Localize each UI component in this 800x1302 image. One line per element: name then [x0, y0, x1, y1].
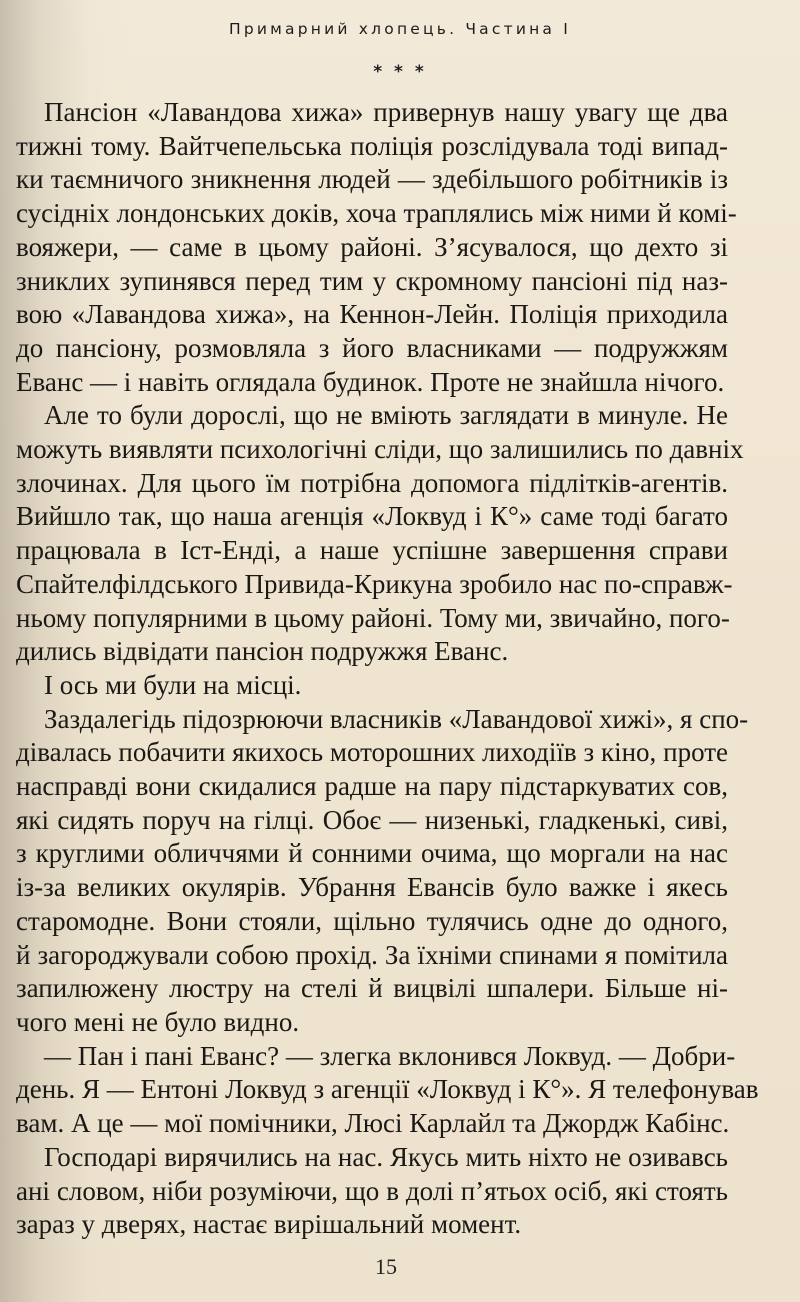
- text-line: Вийшло так, що наша агенція «Локвуд і К°» саме тоді багато: [16, 501, 728, 532]
- text-line: ньому популярними в цьому районі. Тому ми, звичайно, пого-: [16, 602, 730, 633]
- text-line: дівалась побачити якихось моторошних лиходіїв з кіно, проте: [16, 737, 728, 768]
- page-number: 15: [375, 1254, 397, 1279]
- text-line: — Пан і пані Еванс? — злегка вклонився Локвуд. — Добри-: [44, 1040, 736, 1071]
- text-line: старомодне. Вони стояли, щільно тулячись одне до одного,: [16, 905, 728, 936]
- paragraph: [16, 703, 749, 1040]
- text-line: які сидять поруч на гілці. Обоє — низенькі, гладкенькі, сиві,: [16, 804, 728, 835]
- text-line: насправді вони скидалися радше на пару підстаркуватих сов,: [16, 771, 728, 802]
- text-line: день. Я — Ентоні Локвуд з агенції «Локвуд і К°». Я телефонував: [16, 1074, 759, 1105]
- text-line: сусідніх лондонських доків, хоча траплялись між ними й комі-: [16, 198, 737, 229]
- text-line: із-за великих окулярів. Убрання Евансів було важке і якесь: [16, 872, 728, 903]
- body-text: [16, 96, 759, 1242]
- text-line: Спайтелфілдського Привида-Крикуна зробило нас по-справж-: [16, 568, 733, 599]
- text-line: ані словом, ніби розуміючи, що в долі п’ятьох осіб, які стоять: [16, 1175, 728, 1206]
- paragraph: [16, 96, 737, 399]
- text-line: дились відвідати пансіон подружжя Еванс.: [16, 636, 509, 667]
- text-line: злочинах. Для цього їм потрібна допомога підлітків-агентів.: [16, 467, 728, 498]
- paragraph: [16, 399, 744, 669]
- text-line: тижні тому. Вайтчепельська поліція розслідувала тоді випад-: [16, 130, 728, 161]
- text-line: Господарі вирячились на нас. Якусь мить ніхто не озивавсь: [44, 1141, 728, 1172]
- paragraph: [16, 669, 728, 703]
- paragraph: [16, 1040, 759, 1141]
- text-line: ки таємничого зникнення людей — здебільшого робітників із: [16, 164, 728, 195]
- text-line: можуть виявляти психологічні сліди, що залишились по давніх: [16, 434, 744, 465]
- text-line: запилюжену люстру на стелі й вицвілі шпалери. Більше ні-: [16, 973, 728, 1004]
- text-line: Заздалегідь підозрюючи власників «Лавандової хижі», я спо-: [44, 703, 749, 734]
- paragraph: [16, 1141, 728, 1242]
- text-line: І ось ми були на місці.: [44, 669, 302, 700]
- text-line: до пансіону, розмовляла з його власниками — подружжям: [16, 332, 728, 363]
- text-line: Еванс — і навіть оглядала будинок. Проте не знайшла нічого.: [16, 366, 725, 397]
- text-line: й загороджували собою прохід. За їхніми спинами я помітила: [16, 939, 728, 970]
- text-line: працювала в Іст-Енді, а наше успішне завершення справи: [16, 535, 728, 566]
- text-line: з круглими обличчями й сонними очима, що моргали на нас: [16, 838, 728, 869]
- text-line: Але то були дорослі, що не вміють заглядати в минуле. Не: [44, 400, 728, 431]
- text-line: чого мені не було видно.: [16, 1006, 300, 1037]
- text-line: Пансіон «Лавандова хижа» привернув нашу увагу ще два: [44, 97, 728, 127]
- section-separator: * * *: [373, 62, 427, 82]
- text-line: зараз у дверях, настає вирішальний момент.: [16, 1209, 522, 1240]
- text-line: вою «Лавандова хижа», на Кеннон-Лейн. Поліція приходила: [16, 299, 728, 330]
- running-head: Примарний хлопець. Частина I: [228, 20, 572, 38]
- text-line: зниклих зупинявся перед тим у скромному пансіоні під наз-: [16, 265, 728, 296]
- text-line: вам. А це — мої помічники, Люсі Карлайл та Джордж Кабінс.: [16, 1108, 730, 1139]
- text-line: вояжери, — саме в цьому районі. З’ясувалося, що дехто зі: [16, 231, 728, 262]
